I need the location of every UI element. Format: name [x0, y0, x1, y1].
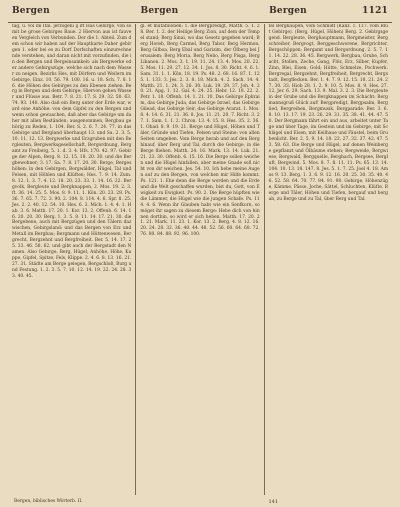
header-right-word: Bergen [269, 6, 307, 16]
column-middle-text: gl. et mutafiiionen: 1. die Bergpredigt, Matth. 5. 1. 28. Ber. 1. 2. der Heilige Berg Zion, auf dem der Tempel stand; Berg Sinai, wo das Gesetz gegeben ward; Berg Horeb, Berg Carmel, Berg Tabor, Berg Hermon, Berg Gilboa, Berg Ebal und Garizim, der Ölberg bei Jerusalem; Berg Moria, Berg Nebo, Berg Pisga, Berg Libanon. 2. Mos. 3. 1. 19. 11. 24. 13. 4. Mos. 20. 22. 5. Mos. 11. 29. 27. 12. 34. 1. Jos. 8. 30. Richt. 4. 6. 1. Sam. 31. 1. 1. Kön. 18. 19. Ps. 48. 2. 68. 16. 87. 1. 125. 1. 133. 3. Jes. 2. 3. 8. 18. Mich. 4. 2. Sach. 14. 4. Matth. 21. 1. 24. 3. 26. 30. Luk. 19. 29. 37. Joh. 4. 20. 21. Apg. 1. 12. Gal. 4. 24. 25. Hebr. 12. 18. 22. 2. Petr. 1. 18. Offenb. 14. 1. 21. 10. Das Gebirge Ephraim, das Gebirge Juda, das Gebirge Israel, das Gebirge Gilead, das Gebirge Seir, das Gebirge Ararat. 1. Mos. 8. 4. 14. 6. 31. 21. 36. 8. Jos. 11. 21. 20. 7. Richt. 3. 27. 1. Sam. 1. 1. 2. Chron. 13. 4. 15. 8. Hes. 35. 2. 36. 1. Obad. 8. 9. 19. 21. Berge und Hügel, Höhen und Täler, Gründe und Tiefen, Felsen und Steine: von allen Seiten umgeben. Vom Berge herab und auf den Berg hinauf, über Berg und Tal, durch die Gebirge, in die Berge fliehen. Matth. 24. 16. Mark. 13. 14. Luk. 21. 21. 23. 30. Offenb. 6. 15. 16. Die Berge sollen weichen und die Hügel hinfallen, aber meine Gnade soll nicht von dir weichen. Jes. 54. 10. Ich hebe meine Augen auf zu den Bergen, von welchen mir Hilfe kommt. Ps. 121. 1. Ehe denn die Berge worden und die Erde und die Welt geschaffen wurden, bist du, Gott, von Ewigkeit zu Ewigkeit. Ps. 90. 2. Die Berge hüpften wie die Lämmer, die Hügel wie die jungen Schafe. Ps. 114. 4. 6. Wenn ihr Glauben habt wie ein Senfkorn, so möget ihr sagen zu diesem Berge: Hebe dich von hinnen dorthin, so wird er sich heben. Matth. 17. 20. 21. 21. Mark. 11. 23. 1. Kor. 13. 2. Berg. 4. 8. 12. 16. 20. 24. 28. 32. 36. 40. 44. 48. 52. 56. 60. 64. 68. 72. 76. 80. 84. 88. 92. 96. 100. [140, 24, 260, 238]
footer-sheet-number: 141 [268, 499, 278, 505]
column-right-text: tel Bergkaupen, vom Schmidt (Kanz. 1. 117. vom Blut Gebirge). (Berg, Hügel, Höhen) Berg. 2. Gebirgsgegend. Bergleute, Berghauptmann, Bergmeister, Bergschreiber, Bergvogt, Berggeschworene, Bergrichter, Bergschöppen; Bergamt und Bergordnung. 2. 5. 7. 11. 14. 22. 28. 36. 45. Bergwerk, Bergbau, Grube, Schacht, Stollen, Zeche, Gang, Flöz, Erz, Silber, Kupfer, Zinn, Blei, Eisen, Gold; Hütte, Schmelze, Pochwerk. Bergregal, Bergzehnt, Bergfreiheit, Bergrecht, Bergstadt, Bergflecken. Ber. 1. 4. 7. 9. 12. 15. 18. 21. 24. 27. 30. 33. Hiob 28. 1. 2. 9. 10. 5. Mos. 8. 9. Hes. 27. 12. Jer. 6. 29. Sach. 13. 9. Mal. 3. 2. 3. Die Bergleute in der Grube und die Bergknappen im Schacht: Bergmannsgruß Glück auf! Bergpredigt, Bergpsalm, Berglied, Bergreihen, Bergmusik, Bergparade. Ber. 3. 6. 8. 10. 13. 17. 19. 23. 26. 29. 31. 35. 38. 41. 44. 47. 50. Der Bergmann fährt ein und aus, arbeitet unter Tage und über Tage, im Gestein und im Gebirge, mit Schlägel und Eisen, mit Keilhaue und Fäustel, beim Grubenlicht. Ber. 2. 5. 9. 14. 18. 22. 27. 32. 37. 42. 47. 53. 58. 63. Die Berge und Hügel, auf denen Weinberge gepflanzt und Ölbäume stehen; Bergweide, Bergwiese, Bergwald, Bergquelle, Bergbach, Bergsee, Bergluft, Bergwind. 5. Mos. 8. 7. 8. 11. 11. Ps. 65. 13. 14. 104. 10. 13. 18. 147. 8. Jes. 5. 1. 7. 25. Joel 4. 18. Amos 9. 13. Berg. 1. 3. 6. 9. 12. 16. 20. 25. 30. 35. 40. 46. 52. 58. 64. 70. 77. 84. 91. 98. Gebirge, Höhenzüge, Kämme, Pässe, Joche, Sättel, Schluchten, Klüfte. Berge und Täler, Höhen und Tiefen, bergauf und bergab, zu Berge und zu Tal, über Berg und Tal. [268, 24, 388, 202]
header-center-word: Bergen [140, 6, 179, 16]
column-left [8, 24, 135, 495]
column-right [264, 24, 392, 495]
column-middle [135, 24, 263, 495]
page-number: 1121 [362, 6, 388, 16]
text-columns [8, 24, 392, 495]
running-header [8, 6, 392, 23]
column-left-text: tag, u. vol im Ital. jerzogeni ij ift Has Gebirge, von so mit be grose Gebirges Baue. 2 Hiervon aus ist fauve en Vergleich von Verbunden. Der die 1. Abteil. Zum dem schon wir haben auf der Hauptkarte Daher gebirgen 1. oder bei es zu Dorf Dorfschaften einzurechnende verstehen, und daran nicht mit vorzufinden, die in den Bergen und Bergeinsamkeit: als Bergwerke oder andere Gebirgszüge, welche sich nach dem Wasser zu neigen. Bezirks Hes, mit Dörfern und Weilern im Gebirge, Einz. 10. 56. 79. 100. 16. u. 18. Sch. 7. 8. 16. die Höhen des Gebirges zu den Ebenen ziehen. Berg in Bergen und dem Gebirge; Hiervon gehen Wasser und Flüsse aus. Betr. 7. 8. 21. 17. S. 29. 32. 50. 63. 74. 93. 140. Also daß ein Berg unter der Erde war, ward eine Anhöhe: von dem Gipfel zu den Bergen und wenn schon gewaschen, daß aber das Gebirge um daher mit allen Beständen; ausgenommen, Bergbau gehörig zu Reden, 1. 104. Ber. S. 2. 6. 7. 24. 77. in das Gebirge und Bergland überhaupt 13. und Sa. 2. 3. 5. 10. 11. 12. 13. Bergwerke und Erzgruben mit den Bergleuten, Bergwerksgesellschaft, Bergordnung, Bergamt zu Freiberg, 5. 1. d. 3. 4. Hfs. 170. 42. 97. Gebirge der Alpen, Berg. 8. 12. 15. 18. 20. 30. und die Bergbewohner; 3. 17. Sa. 7. 8. 17. 20. 30. Berge, Bergeshöhen: in den Gebirgen, Bergwälder, Hügel, Tal und Felsen, mit Höhlen und Klüften; Hes. 7. 9. 14. Zum. 8. 12. 1. 3. 7. 4. 12. 18. 20. 23. 33. 1. 14. 16. 22. Bergvolk, Bergleute und Bergknappen, 2. Mos. 19. 2. 3. ft. 36. 14. 25. 5. Mos. 8. 9. 11. 1. Kön. 20. 23. 28. Ps. 36. 7. 65. 7. 72. 3. 90. 2. 104. 8. 114. 4. 6. Spr. 8. 25. Jes. 2. 2. 40. 12. 54. 10. Hes. 6. 3. Mich. 1. 4. 4. 1. Hab. 3. 6. Matth. 17. 20. 1. Kor. 13. 2. Offenb. 6. 14. 16. 20. 20. 30. Berg. 1. 3. 5. 8. 11. 14. 17. 21. 30. die Bergebene, auch mit Bergzügen und den Tälern dazwischen, Gebirgsland: und das Bergen von Erz und Metall im Bergbau; Bergmann und Hüttenwesen, Bergrecht, Bergzehnt und Bergfreiheit. Ber. 5. 14. 17. 25. 33. 46. 58. 62. und gibt auch der Bergstadt den Namen. Also Gebirge, Berg, Hügel, Anhöhe, Höhe, Kuppe, Gipfel, Spitze, Fels, Klippe. 2. 4. 6. 8. 13. 16. 21. 27. 31. Städte am Berge gelegen, Bergschloß, Burg und Festung. 1. 2. 3. 5. 7. 10. 12. 14. 19. 22. 24. 28. 33. 40. 45. [12, 24, 132, 280]
footer-signature: Bergen, biblisches Wörterb. II. [14, 499, 83, 504]
header-right [269, 6, 388, 16]
header-left-word: Bergen [12, 6, 50, 16]
